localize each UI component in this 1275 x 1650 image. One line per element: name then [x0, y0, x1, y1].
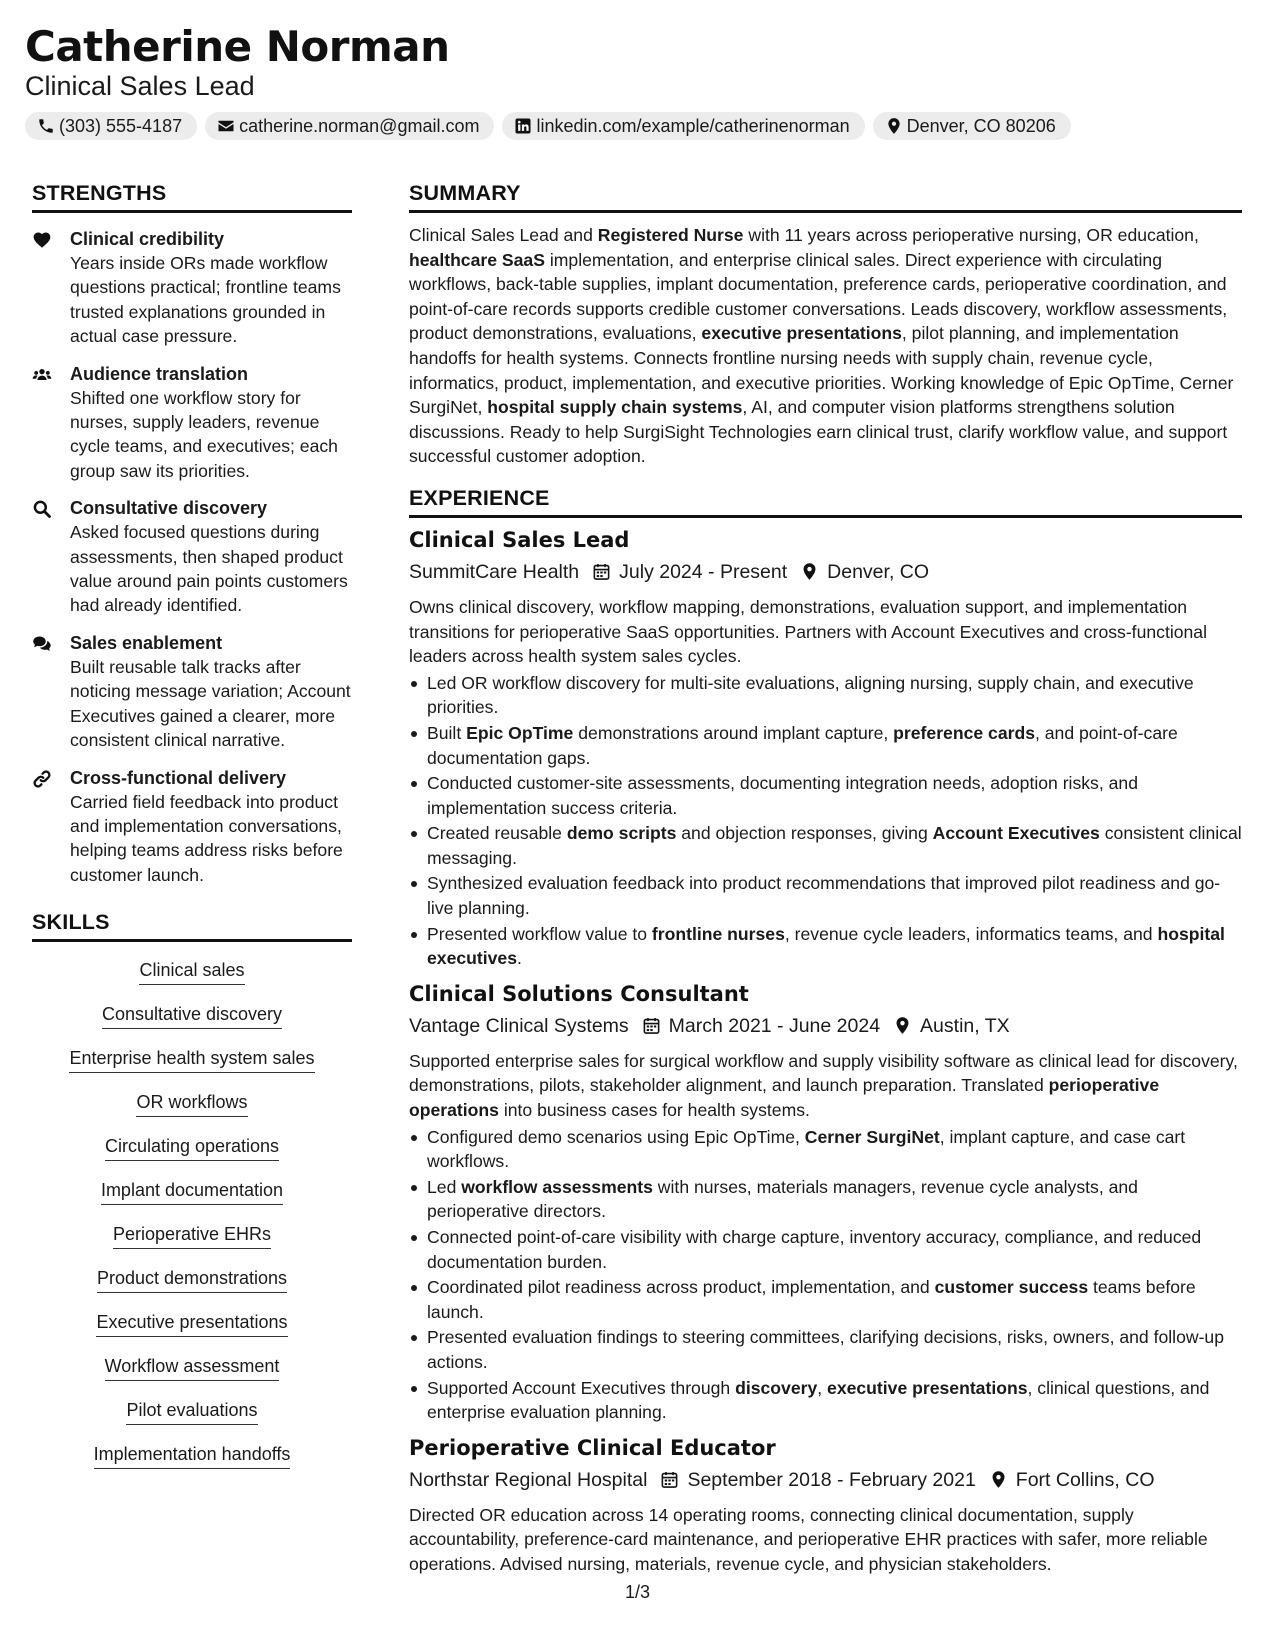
map-pin-icon [989, 1470, 1008, 1489]
strength-text: Shifted one workflow story for nurses, supply leaders, revenue cycle teams, and executives; each group saw its priorities. [70, 387, 338, 481]
strength-item [32, 496, 352, 618]
strength-item [32, 766, 352, 888]
resume-header [25, 22, 1245, 140]
skill-tag: Pilot evaluations [126, 1398, 257, 1425]
job-location: Fort Collins, CO [1015, 1468, 1155, 1491]
job-bullets [409, 1125, 1242, 1425]
job-dates: July 2024 - Present [619, 560, 788, 583]
map-pin-icon [893, 1016, 912, 1035]
strength-title: Audience translation [70, 363, 249, 384]
strength-item [32, 362, 352, 484]
job-bullet: Synthesized evaluation feedback into product recommendations that improved pilot readiness and go-live planning. [409, 871, 1242, 920]
page-number: 1/3 [624, 1582, 651, 1602]
skill-tag: Implementation handoffs [94, 1442, 291, 1469]
strength-title: Sales enablement [70, 632, 223, 653]
strength-text: Carried field feedback into product and implementation conversations, helping teams address risks before customer launch. [70, 791, 343, 885]
job-title: Clinical Solutions Consultant [409, 981, 749, 1006]
contact-linkedin-text: linkedin.com/example/catherinenorman [536, 115, 850, 136]
job-title: Clinical Sales Lead [409, 527, 630, 552]
job-meta [409, 557, 1242, 587]
strength-title: Cross-functional delivery [70, 767, 287, 788]
strength-text: Built reusable talk tracks after noticing message variation; Account Executives gained a clearer, more consistent clinical narrative. [70, 656, 351, 751]
job-title: Perioperative Clinical Educator [409, 1435, 776, 1460]
job-bullet: Created reusable demo scripts and objection responses, giving Account Executives consistent clinical messaging. [409, 821, 1242, 870]
job-bullet: Configured demo scenarios using Epic OpTime, Cerner SurgiNet, implant capture, and case cart workflows. [409, 1125, 1242, 1174]
job-bullet: Led OR workflow discovery for multi-site evaluations, aligning nursing, supply chain, and executive priorities. [409, 671, 1242, 720]
skill-tag: Consultative discovery [102, 1002, 282, 1029]
strengths-heading: STRENGTHS [32, 178, 352, 213]
calendar-icon [592, 562, 611, 581]
strength-item [32, 227, 352, 349]
calendar-icon [660, 1470, 679, 1489]
job-entry [409, 979, 1242, 1425]
skill-tag: Enterprise health system sales [69, 1046, 314, 1073]
phone-icon [37, 117, 55, 135]
link-icon [32, 769, 52, 789]
job-meta [409, 1011, 1242, 1041]
skill-tag: Implant documentation [101, 1178, 283, 1205]
job-company: SummitCare Health [409, 560, 580, 583]
job-description: Owns clinical discovery, workflow mapping, demonstrations, evaluation support, and implementation transitions for perioperative SaaS opportunities. Partners with Account Executives and cross-functional leaders across health system sales cycles. [409, 596, 1207, 667]
job-company: Northstar Regional Hospital [409, 1468, 648, 1491]
linkedin-icon [514, 117, 532, 135]
job-bullet: Presented evaluation findings to steering committees, clarifying decisions, risks, owners, and follow-up actions. [409, 1325, 1242, 1374]
skills-heading: SKILLS [32, 907, 352, 942]
heart-icon [32, 230, 52, 250]
skill-tag: Workflow assessment [105, 1354, 280, 1381]
skill-tag: Product demonstrations [97, 1266, 287, 1293]
contact-linkedin[interactable] [502, 112, 864, 140]
skill-tag: Executive presentations [96, 1310, 287, 1337]
job-bullets [409, 671, 1242, 971]
job-bullet: Presented workflow value to frontline nurses, revenue cycle leaders, informatics teams, and hospital executives. [409, 922, 1242, 971]
job-bullet: Connected point-of-care visibility with charge capture, inventory accuracy, compliance, and reduced documentation burden. [409, 1225, 1242, 1274]
experience-heading: EXPERIENCE [409, 483, 1242, 518]
contact-phone-text: (303) 555-4187 [59, 115, 183, 136]
strength-text: Years inside ORs made workflow questions practical; frontline teams trusted explanations grounded in actual case pressure. [70, 253, 341, 347]
job-location: Austin, TX [920, 1014, 1010, 1037]
candidate-name: Catherine Norman [25, 22, 450, 71]
summary-text: Clinical Sales Lead and Registered Nurse with 11 years across perioperative nursing, OR education, healthcare SaaS implementation, and enterprise clinical sales. Direct experience with circulating workflows, back-table supplies, implant documentation, preference cards, perioperative coordination, and point-of-care records supports credible customer conversations. Leads discovery, workflow assessments, product demonstrations, evaluations, executive presentations, pilot planning, and implementation handoffs for health systems. Connects frontline nursing needs with supply chain, revenue cycle, informatics, product, implementation, and executive priorities. Working knowledge of Epic OpTime, Cerner SurgiNet, hospital supply chain systems, AI, and computer vision platforms strengthens solution discussions. Ready to help SurgiSight Technologies earn clinical trust, clarify workflow value, and support successful customer adoption. [409, 225, 1234, 467]
skill-tag: Perioperative EHRs [113, 1222, 271, 1249]
contact-bar [25, 112, 1245, 140]
job-dates: March 2021 - June 2024 [668, 1014, 881, 1037]
comments-icon [32, 634, 52, 654]
candidate-title: Clinical Sales Lead [25, 71, 255, 101]
job-entry [409, 525, 1242, 971]
right-column [409, 178, 1242, 1577]
contact-location-text: Denver, CO 80206 [906, 115, 1056, 136]
job-bullet: Supported Account Executives through discovery, executive presentations, clinical questions, and enterprise evaluation planning. [409, 1376, 1242, 1425]
calendar-icon [642, 1016, 661, 1035]
contact-location [873, 112, 1071, 140]
job-location: Denver, CO [827, 560, 930, 583]
job-company: Vantage Clinical Systems [409, 1014, 629, 1037]
contact-phone[interactable] [25, 112, 197, 140]
map-pin-icon [800, 562, 819, 581]
job-bullet: Built Epic OpTime demonstrations around implant capture, preference cards, and point-of-care documentation gaps. [409, 721, 1242, 770]
skill-tag: Circulating operations [105, 1134, 279, 1161]
users-icon [32, 365, 52, 385]
job-description: Directed OR education across 14 operating rooms, connecting clinical documentation, supply accountability, preference-card maintenance, and perioperative EHR practices with safer, more reliable operations. Advised nursing, materials, revenue cycle, and physician stakeholders. [409, 1504, 1208, 1574]
skill-tag: OR workflows [136, 1090, 247, 1117]
strengths-list [32, 227, 352, 887]
job-meta [409, 1465, 1242, 1495]
job-bullet: Conducted customer-site assessments, documenting integration needs, adoption risks, and implementation success criteria. [409, 771, 1242, 820]
strength-title: Consultative discovery [70, 498, 268, 519]
skill-tag: Clinical sales [139, 958, 244, 985]
contact-email[interactable] [205, 112, 494, 140]
strength-text: Asked focused questions during assessments, then shaped product value around pain points customers had already identified. [70, 522, 348, 616]
job-dates: September 2018 - February 2021 [687, 1468, 976, 1491]
job-description: Supported enterprise sales for surgical workflow and supply visibility software as clinical lead for discovery, demonstrations, pilots, stakeholder alignment, and launch preparation. Translated perioperative operations into business cases for health systems. [409, 1050, 1238, 1121]
strength-title: Clinical credibility [70, 229, 225, 249]
contact-email-text: catherine.norman@gmail.com [239, 115, 480, 136]
envelope-icon [217, 117, 235, 135]
job-entry [409, 1433, 1242, 1577]
job-bullet: Led workflow assessments with nurses, materials managers, revenue cycle analysts, and perioperative directors. [409, 1175, 1242, 1224]
left-column [32, 178, 352, 1486]
strength-item [32, 631, 352, 753]
map-pin-icon [885, 117, 903, 135]
skills-list [32, 958, 352, 1486]
search-icon [32, 499, 52, 519]
job-bullet: Coordinated pilot readiness across product, implementation, and customer success teams before launch. [409, 1275, 1242, 1324]
summary-heading: SUMMARY [409, 178, 1242, 213]
